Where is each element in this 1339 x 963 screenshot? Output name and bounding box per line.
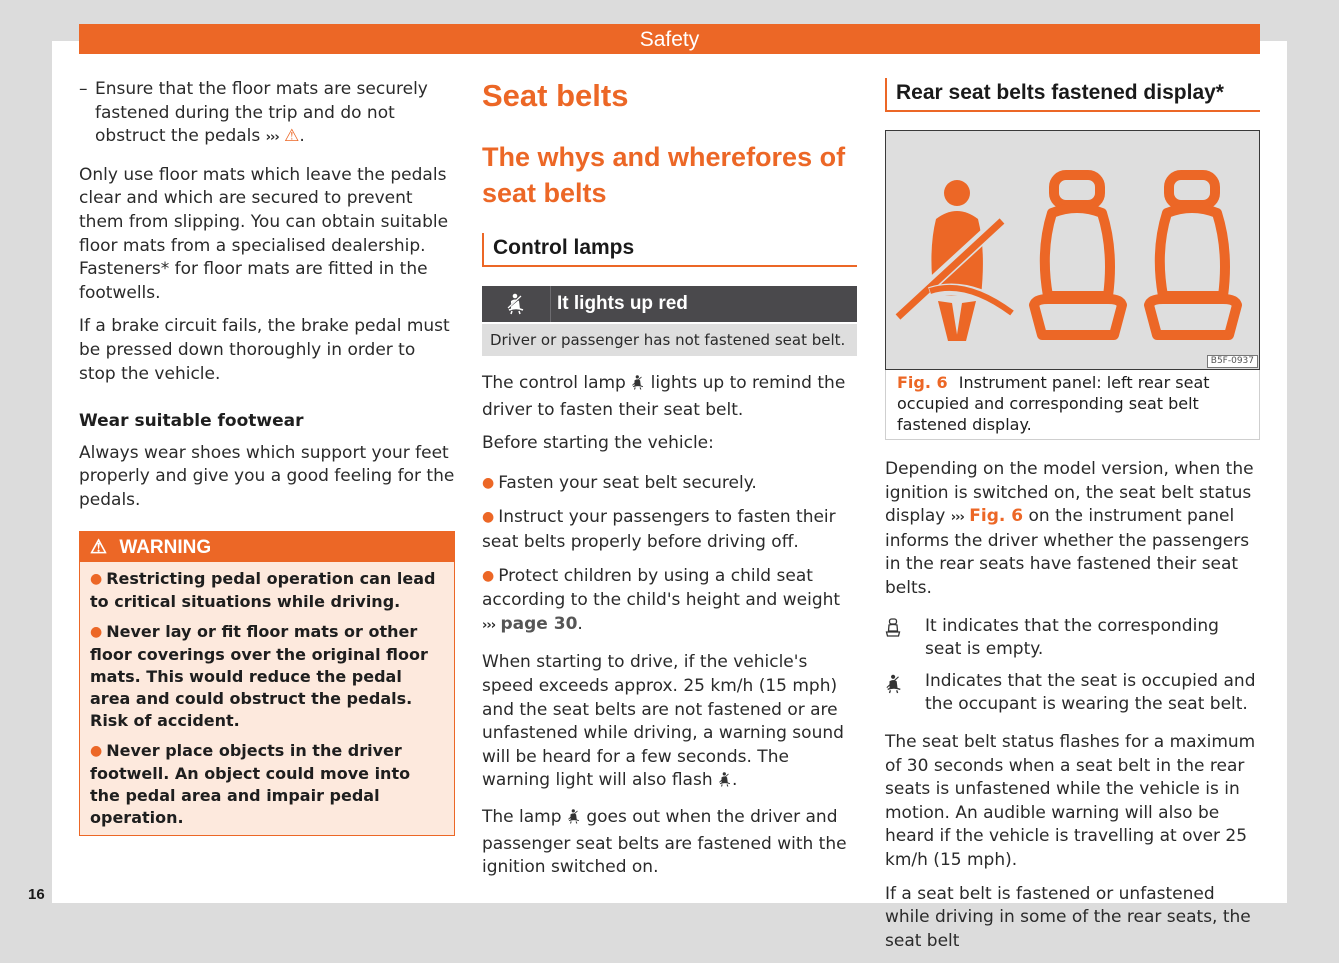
subheading: Wear suitable footwear	[79, 411, 304, 432]
paragraph: The control lamp lights up to remind the driver to fasten their seat belt.	[482, 373, 846, 420]
warning-title: WARNING	[119, 536, 212, 558]
empty-seat-icon	[1149, 175, 1237, 335]
bullet-icon: ●	[90, 570, 103, 587]
dash-marker: –	[79, 79, 88, 99]
page-number: 16	[28, 886, 45, 903]
legend-item	[885, 670, 1260, 717]
seatbelt-icon	[718, 771, 732, 796]
bullet-item: ● Instruct your passengers to fasten their seat belts properly before driving off.	[482, 507, 836, 552]
paragraph: If a brake circuit fails, the brake pedal must be pressed down thoroughly in order to stop the vehicle.	[79, 316, 450, 384]
legend-text: It indicates that the corresponding seat is empty.	[925, 615, 1219, 660]
bullet-icon: ●	[90, 742, 103, 759]
paragraph: Always wear shoes which support your feet properly and give you a good feeling for the pedals.	[79, 442, 455, 510]
seatbelt-icon	[482, 286, 551, 322]
warning-item: ● Never place objects in the driver footwell. An object could move into the pedal area and impair pedal operation.	[90, 740, 411, 827]
section-header-bar	[79, 24, 1260, 54]
cross-reference-arrows[interactable]: ›››	[265, 130, 279, 146]
paragraph: Depending on the model version, when the ignition is switched on, the seat belt status display ››› Fig. 6 on the instrument panel informs the driver whether the passengers in the rear seats have fastened their seat belts.	[885, 459, 1254, 598]
bullet-icon: ●	[482, 567, 495, 584]
lamp-description: Driver or passenger has not fastened seat belt.	[482, 324, 857, 356]
legend-text: Indicates that the seat is occupied and the occupant is wearing the seat belt.	[925, 670, 1256, 715]
seatbelt-icon	[567, 808, 581, 833]
bullet-icon: ●	[482, 509, 495, 526]
paragraph: When starting to drive, if the vehicle's speed exceeds approx. 25 km/h (15 mph) and the seat belts are not fastened or are unfastened while driving, a warning sound will be heard for a few seconds. The warning light will also flash .	[482, 651, 857, 796]
bullet-icon: ●	[90, 623, 103, 640]
paragraph: Before starting the vehicle:	[482, 433, 714, 454]
warning-box	[79, 531, 455, 836]
bullet-item: ● Protect children by using a child seat according to the child's height and weight ››› page 30.	[482, 565, 841, 634]
warning-item: ● Restricting pedal operation can lead to critical situations while driving.	[90, 568, 436, 611]
figure-instrument-panel	[885, 130, 1260, 370]
section-title: The whys and wherefores of seat belts	[482, 142, 846, 208]
figure-code: B5F-0937	[1207, 355, 1258, 368]
figure-label: Fig. 6	[897, 373, 948, 392]
subsection-heading: Control lamps	[482, 233, 857, 267]
column-3	[885, 78, 1260, 963]
paragraph: The seat belt status flashes for a maximum of 30 seconds when a seat belt in the rear seats is unfastened while the vehicle is in motion. An audible warning will also be heard if the vehicle is travelling at over 25 km/h (15 mph).	[885, 731, 1256, 870]
empty-seat-icon	[1034, 175, 1122, 335]
figure-caption: Fig. 6 Instrument panel: left rear seat occupied and corresponding seat belt fastened display.	[885, 370, 1260, 440]
bullet-item: ● Fasten your seat belt securely.	[482, 472, 757, 493]
lamp-title: It lights up red	[557, 293, 688, 314]
chapter-title: Seat belts	[482, 78, 629, 113]
lamp-row-header	[482, 286, 857, 322]
warning-header	[80, 532, 454, 562]
dash-list-item: – Ensure that the floor mats are securely fastened during the trip and do not obstruct the pedals ››› ⚠.	[79, 79, 428, 147]
seatbelt-icon	[885, 670, 925, 717]
column-2	[482, 78, 857, 890]
warning-body	[80, 562, 454, 835]
cross-reference-arrows[interactable]: ›››	[482, 617, 496, 633]
legend-item	[885, 615, 1260, 662]
warning-item: ● Never lay or fit floor mats or other floor coverings over the original floor mats. This would reduce the pedal area and could obstruct the pedals. Risk of accident.	[90, 621, 428, 730]
subsection-heading: Rear seat belts fastened display*	[885, 78, 1260, 112]
dash-item-text: Ensure that the floor mats are securely fastened during the trip and do not obstruct the pedals	[95, 79, 428, 147]
paragraph: The lamp goes out when the driver and passenger seat belts are fastened with the ignition switched on.	[482, 806, 847, 878]
warning-triangle-icon: ⚠	[90, 536, 108, 558]
bullet-icon: ●	[482, 474, 495, 491]
control-lamp-table	[482, 286, 857, 356]
seatbelt-icon	[631, 374, 645, 399]
column-1	[79, 78, 455, 836]
seat-belt-display-illustration	[886, 131, 1258, 367]
paragraph: Only use floor mats which leave the pedals clear and which are secured to prevent them from slipping. You can obtain suitable floor mats from a specialised dealership. Fasteners* for floor mats are fitted in the footwells.	[79, 164, 449, 303]
section-title: Safety	[639, 28, 700, 51]
warning-triangle-icon[interactable]: ⚠	[284, 126, 300, 147]
figure-link[interactable]: Fig. 6	[969, 506, 1024, 527]
empty-seat-icon	[885, 615, 925, 662]
page-link[interactable]: page 30	[500, 613, 578, 634]
paragraph: If a seat belt is fastened or unfastened while driving in some of the rear seats, the seat belt	[885, 883, 1251, 951]
cross-reference-arrows[interactable]: ›››	[950, 510, 964, 526]
